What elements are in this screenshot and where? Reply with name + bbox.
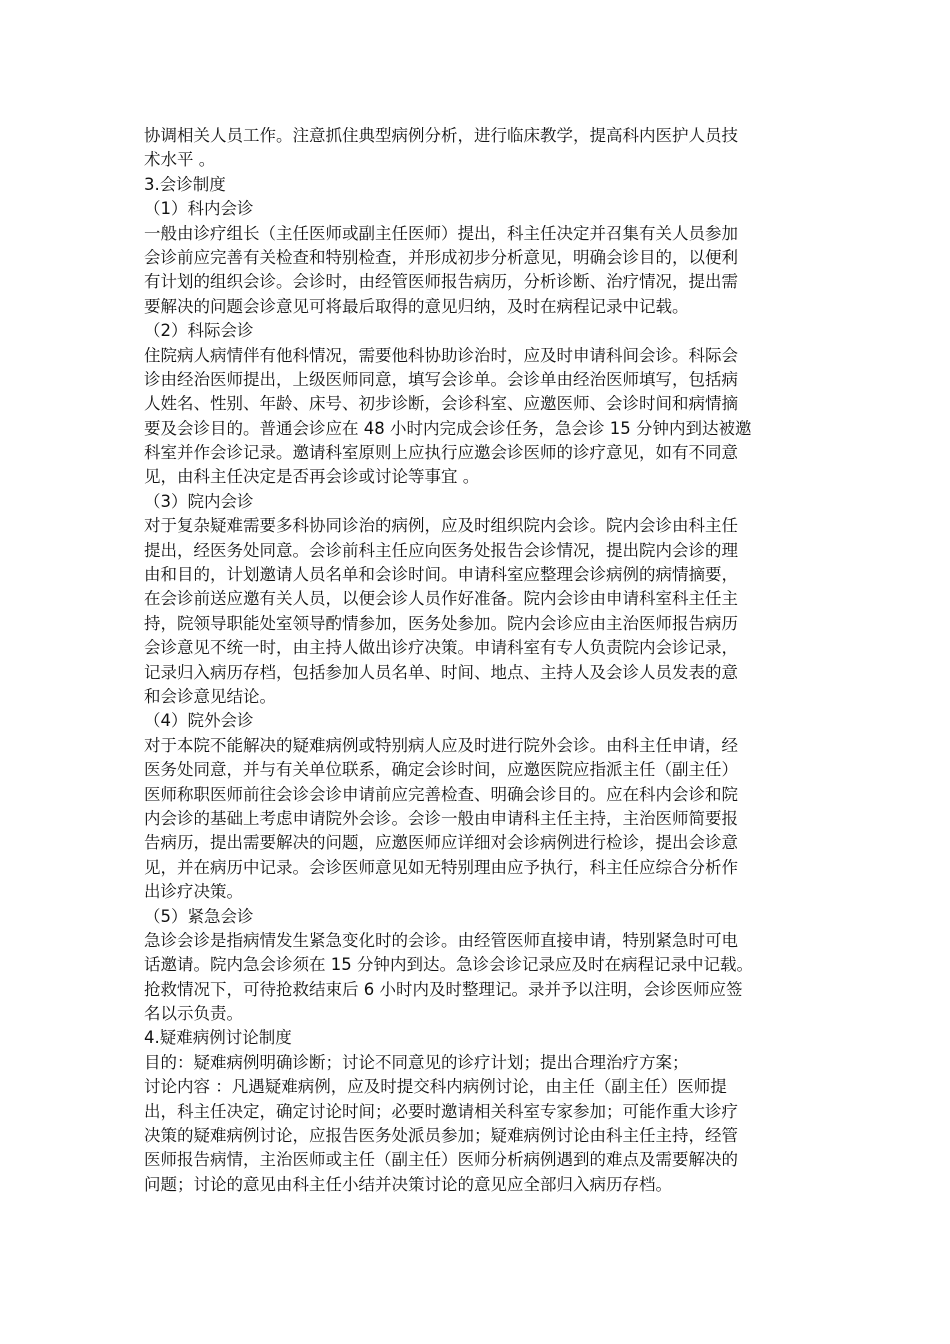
text-line: 会诊意见不统一时，由主持人做出诊疗决策。申请科室有专人负责院内会诊记录，	[144, 638, 738, 658]
text-line: 诊由经治医师提出，上级医师同意，填写会诊单。会诊单由经治医师填写，包括病	[144, 369, 738, 389]
text-line: 告病历，提出需要解决的问题，应邀医师应详细对会诊病例进行检诊，提出会诊意	[144, 833, 738, 853]
text-line: 持，院领导职能处室领导酌情参加，医务处参加。院内会诊应由主治医师报告病历	[144, 613, 738, 633]
text-line: 见，由科主任决定是否再会诊或讨论等事宜 。	[144, 467, 480, 487]
document-body	[144, 124, 812, 1197]
text-line: 名以示负责。	[144, 1004, 243, 1024]
text-line: 见，并在病历中记录。会诊医师意见如无特别理由应予执行，科主任应综合分析作	[144, 857, 738, 877]
text-line: 记录归入病历存档，包括参加人员名单、时间、地点、主持人及会诊人员发表的意	[144, 662, 738, 682]
section-heading: 3.会诊制度	[144, 174, 226, 194]
text-line: 话邀请。院内急会诊须在 15 分钟内到达。急诊会诊记录应及时在病程记录中记载。	[144, 955, 753, 975]
subsection-heading: （4）院外会诊	[144, 711, 254, 731]
text-line: 会诊前应完善有关检查和特别检查，并形成初步分析意见，明确会诊目的，以便利	[144, 247, 738, 267]
text-line: 内会诊的基础上考虑申请院外会诊。会诊一般由申请科主任主持，主治医师简要报	[144, 808, 738, 828]
text-line: 人姓名、性别、年龄、床号、初步诊断，会诊科室、应邀医师、会诊时间和病情摘	[144, 394, 738, 414]
text-line: 术水平 。	[144, 150, 216, 170]
text-line: 对于复杂疑难需要多科协同诊治的病例，应及时组织院内会诊。院内会诊由科主任	[144, 516, 738, 536]
text-line: 决策的疑难病例讨论，应报告医务处派员参加；疑难病例讨论由科主任主持，经管	[144, 1126, 738, 1146]
text-line: 科室并作会诊记录。邀请科室原则上应执行应邀会诊医师的诊疗意见，如有不同意	[144, 443, 738, 463]
text-line: 讨论内容 ：凡遇疑难病例，应及时提交科内病例讨论，由主任（副主任）医师提	[144, 1077, 727, 1097]
text-line: 医师称职医师前往会诊会诊申请前应完善检查、明确会诊目的。应在科内会诊和院	[144, 784, 738, 804]
text-line: 问题；讨论的意见由科主任小结并决策讨论的意见应全部归入病历存档。	[144, 1174, 672, 1194]
text-line: 和会诊意见结论。	[144, 686, 276, 706]
subsection-heading: （3）院内会诊	[144, 491, 254, 511]
text-line: 有计划的组织会诊。会诊时，由经管医师报告病历，分析诊断、治疗情况，提出需	[144, 272, 738, 292]
text-line: 由和目的，计划邀请人员名单和会诊时间。申请科室应整理会诊病例的病情摘要，	[144, 565, 738, 585]
subsection-heading: （2）科际会诊	[144, 321, 254, 341]
text-line: 住院病人病情伴有他科情况，需要他科协助诊治时，应及时申请科间会诊。科际会	[144, 345, 738, 365]
text-line: 急诊会诊是指病情发生紧急变化时的会诊。由经管医师直接申请，特别紧急时可电	[144, 930, 738, 950]
text-line: 对于本院不能解决的疑难病例或特别病人应及时进行院外会诊。由科主任申请，经	[144, 735, 738, 755]
text-line: 要解决的问题会诊意见可将最后取得的意见归纳，及时在病程记录中记载。	[144, 296, 689, 316]
section-heading: 4.疑难病例讨论制度	[144, 1028, 292, 1048]
text-line: 抢救情况下，可待抢救结束后 6 小时内及时整理记。录并予以注明，会诊医师应签	[144, 979, 743, 999]
subsection-heading: （5）紧急会诊	[144, 906, 254, 926]
text-line: 出诊疗决策。	[144, 882, 243, 902]
text-line: 在会诊前送应邀有关人员，以便会诊人员作好准备。院内会诊由申请科室科主任主	[144, 589, 738, 609]
text-line: 提出，经医务处同意。会诊前科主任应向医务处报告会诊情况，提出院内会诊的理	[144, 540, 738, 560]
subsection-heading: （1）科内会诊	[144, 199, 254, 219]
text-line: 一般由诊疗组长（主任医师或副主任医师）提出，科主任决定并召集有关人员参加	[144, 223, 738, 243]
text-line: 医师报告病情，主治医师或主任（副主任）医师分析病例遇到的难点及需要解决的	[144, 1150, 738, 1170]
text-line: 医务处同意，并与有关单位联系，确定会诊时间，应邀医院应指派主任（副主任）	[144, 760, 738, 780]
text-line: 出，科主任决定，确定讨论时间；必要时邀请相关科室专家参加；可能作重大诊疗	[144, 1101, 738, 1121]
text-line: 要及会诊目的。普通会诊应在 48 小时内完成会诊任务，急会诊 15 分钟内到达被邀	[144, 418, 752, 438]
text-line: 协调相关人员工作。注意抓住典型病例分析，进行临床教学，提高科内医护人员技	[144, 126, 738, 145]
text-line: 目的：疑难病例明确诊断；讨论不同意见的诊疗计划；提出合理治疗方案；	[144, 1052, 689, 1072]
